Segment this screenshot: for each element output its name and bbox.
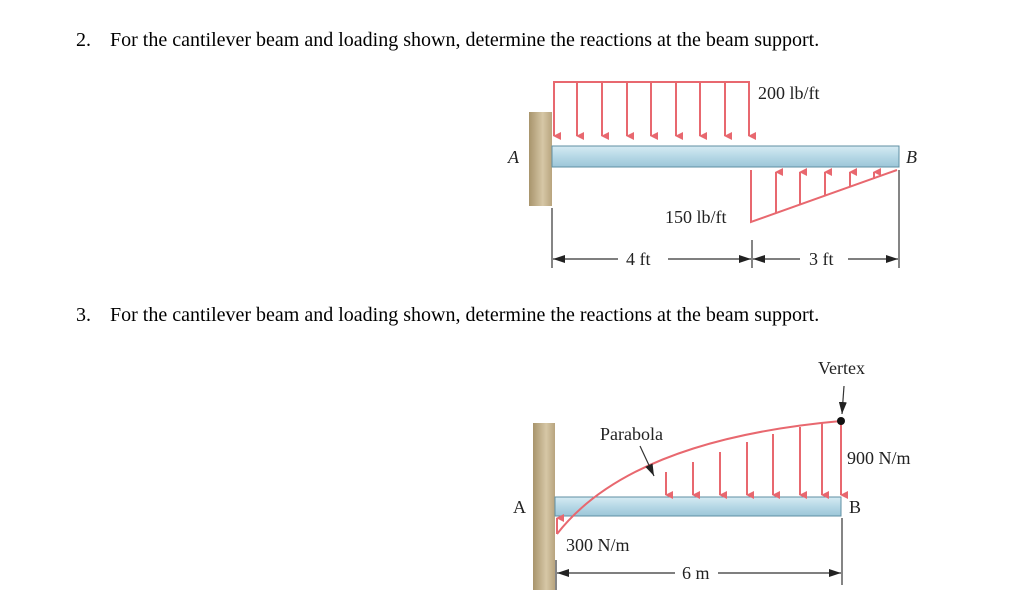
end-label-b: B [849,497,862,517]
max-load-label: 900 N/m [847,448,911,468]
figure-problem-2 [507,82,917,269]
fixed-support-wall [533,423,555,590]
vertex-pointer [842,386,844,414]
beam [552,146,899,167]
vertex-dot [837,417,845,425]
parabola-label: Parabola [600,424,663,444]
problem-2-number: 2. [76,29,91,51]
uniform-load-label: 200 lb/ft [758,83,820,103]
parabola-pointer [640,446,654,476]
vertex-label: Vertex [818,358,865,378]
fixed-support-wall [529,112,552,206]
triangular-load [751,170,897,222]
beam [555,497,841,516]
support-label-a: A [513,497,526,517]
dimension-4ft-label: 4 ft [626,249,651,269]
span-label: 6 m [682,563,710,583]
problem-3-text: For the cantilever beam and loading shown, determine the reactions at the beam support. [110,304,820,326]
uniform-load [554,82,749,136]
dimension-3ft-label: 3 ft [809,249,834,269]
problem-3-number: 3. [76,304,91,326]
support-label-a: A [508,147,519,167]
triangular-load-label: 150 lb/ft [665,207,727,227]
problem-2-text: For the cantilever beam and loading shown, determine the reactions at the beam support. [110,29,820,51]
end-label-b: B [906,147,917,167]
min-load-label: 300 N/m [566,535,630,555]
figure-problem-3 [513,358,911,590]
